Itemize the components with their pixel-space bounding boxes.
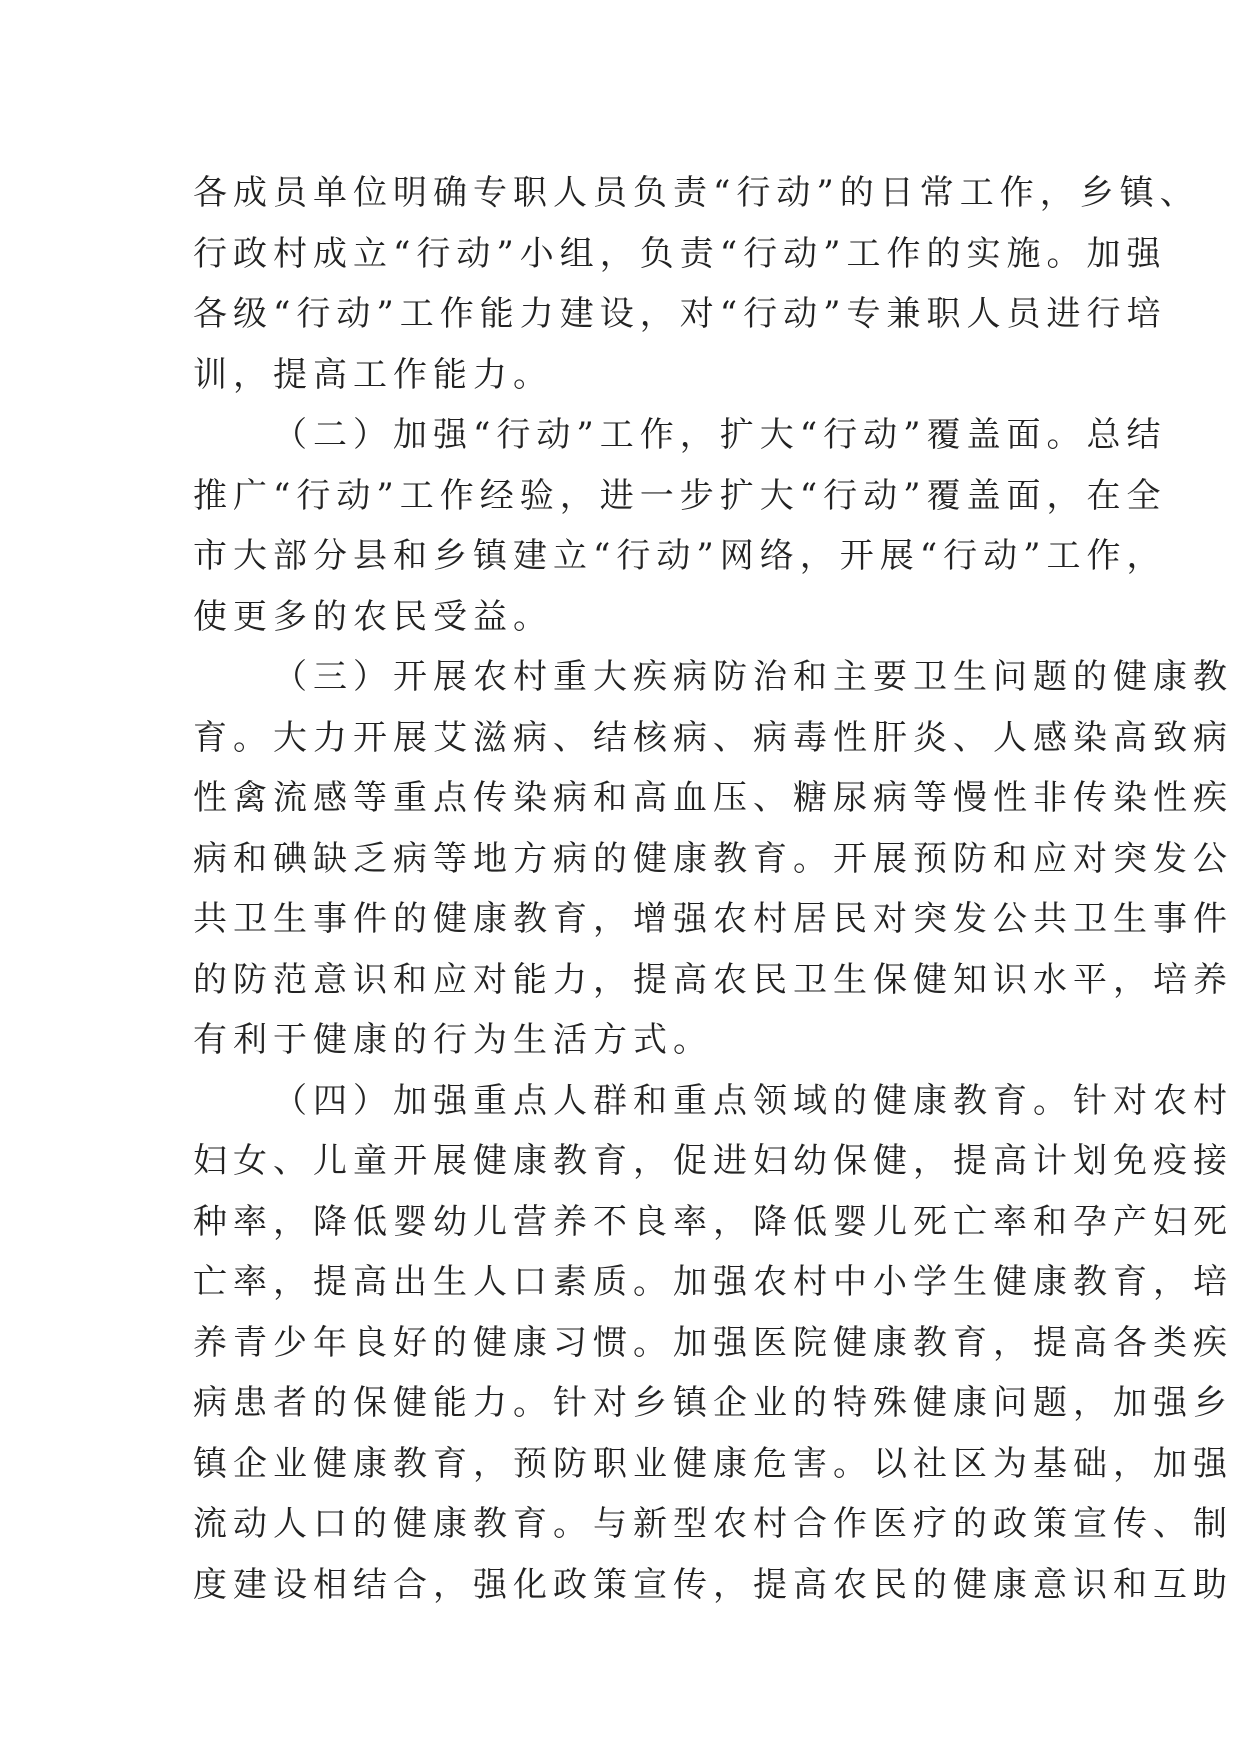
text-line: 的防范意识和应对能力，提高农民卫生保健知识水平，培养 bbox=[193, 959, 1233, 1000]
text-line: 性禽流感等重点传染病和高血压、糖尿病等慢性非传染性疾 bbox=[193, 778, 1233, 818]
text-line: 有利于健康的行为生活方式。 bbox=[193, 1020, 713, 1060]
text-line: 病患者的保健能力。针对乡镇企业的特殊健康问题，加强乡 bbox=[193, 1383, 1233, 1423]
text-line: 行政村成立“行动”小组，负责“行动”工作的实施。加强 bbox=[193, 233, 1167, 274]
text-line: （二）加强“行动”工作，扩大“行动”覆盖面。总结 bbox=[273, 415, 1167, 455]
document-body bbox=[193, 163, 1233, 1615]
text-line: 妇女、儿童开展健康教育，促进妇幼保健，提高计划免疫接 bbox=[193, 1141, 1233, 1181]
text-line: 共卫生事件的健康教育，增强农村居民对突发公共卫生事件 bbox=[193, 899, 1233, 939]
text-line: 各成员单位明确专职人员负责“行动”的日常工作，乡镇、 bbox=[193, 173, 1200, 213]
text-line: （三）开展农村重大疾病防治和主要卫生问题的健康教 bbox=[273, 657, 1233, 697]
text-line: 市大部分县和乡镇建立“行动”网络，开展“行动”工作， bbox=[193, 536, 1167, 576]
text-line: 养青少年良好的健康习惯。加强医院健康教育，提高各类疾 bbox=[193, 1322, 1233, 1363]
text-line: 使更多的农民受益。 bbox=[193, 596, 553, 637]
text-line: （四）加强重点人群和重点领域的健康教育。针对农村 bbox=[273, 1080, 1233, 1121]
text-line: 各级“行动”工作能力建设，对“行动”专兼职人员进行培 bbox=[193, 294, 1167, 334]
paragraph-section-4 bbox=[193, 1071, 1233, 1616]
text-line: 病和碘缺乏病等地方病的健康教育。开展预防和应对突发公 bbox=[193, 838, 1233, 879]
text-line: 亡率，提高出生人口素质。加强农村中小学生健康教育，培 bbox=[193, 1262, 1233, 1302]
paragraph-continuation bbox=[193, 163, 1200, 405]
text-line: 推广“行动”工作经验，进一步扩大“行动”覆盖面，在全 bbox=[193, 475, 1167, 516]
text-line: 度建设相结合，强化政策宣传，提高农民的健康意识和互助 bbox=[193, 1564, 1233, 1605]
text-line: 育。大力开展艾滋病、结核病、病毒性肝炎、人感染高致病 bbox=[193, 717, 1233, 758]
text-line: 训，提高工作能力。 bbox=[193, 354, 553, 395]
paragraph-section-3 bbox=[193, 647, 1233, 1071]
paragraph-section-2 bbox=[193, 405, 1167, 647]
text-line: 流动人口的健康教育。与新型农村合作医疗的政策宣传、制 bbox=[193, 1504, 1233, 1544]
text-line: 种率，降低婴幼儿营养不良率，降低婴儿死亡率和孕产妇死 bbox=[193, 1201, 1233, 1242]
text-line: 镇企业健康教育，预防职业健康危害。以社区为基础，加强 bbox=[193, 1443, 1233, 1484]
